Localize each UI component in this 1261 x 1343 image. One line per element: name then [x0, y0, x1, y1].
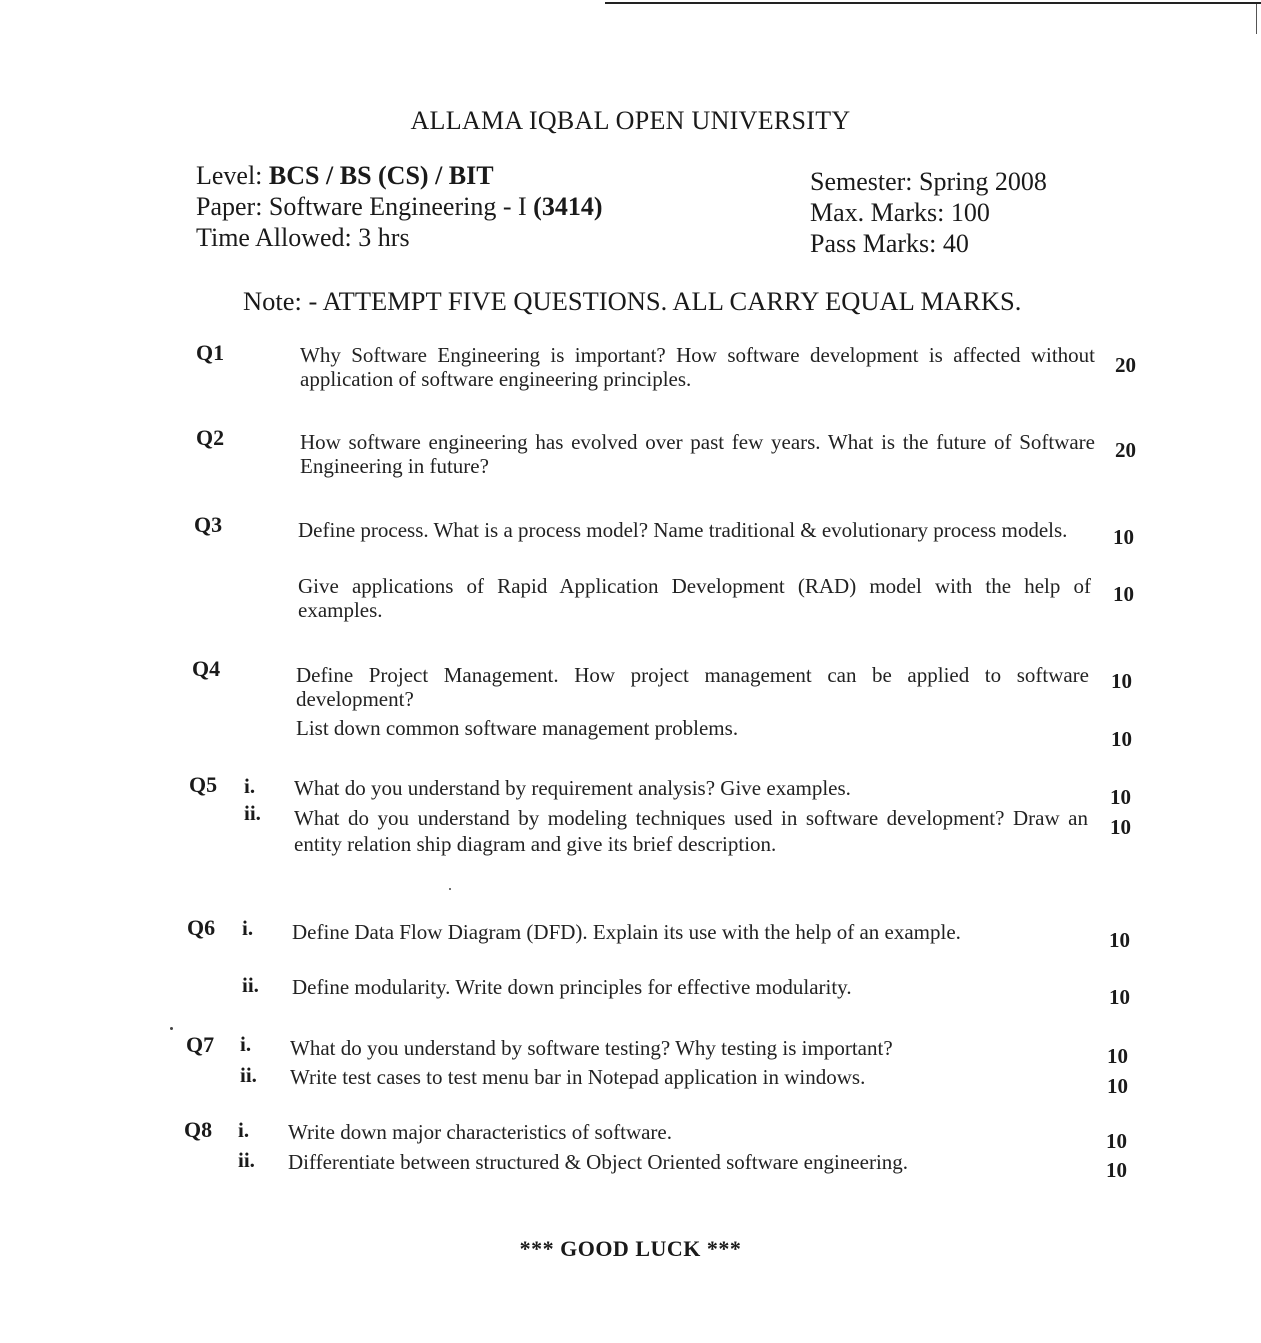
scan-speck	[449, 888, 451, 890]
question-text: Define modularity. Write down principles for effective modularity.	[292, 975, 852, 999]
question-marks: 10	[1109, 985, 1130, 1009]
question-marks: 20	[1115, 438, 1136, 462]
sub-question-label: ii.	[240, 1063, 257, 1087]
question-text: Define process. What is a process model? Name traditional & evolutionary process models.	[298, 518, 1068, 542]
question-number: Q6	[187, 915, 216, 940]
top-border-line	[605, 2, 1261, 4]
question-number: Q7	[186, 1032, 215, 1057]
question-number: Q1	[196, 340, 225, 365]
paper-meta-right	[810, 166, 1047, 259]
sub-question-label: i.	[244, 774, 256, 798]
question-text: What do you understand by modeling techniques used in software development? Draw an entity relation ship diagram and give its brief description.	[294, 806, 1088, 856]
question-marks: 10	[1111, 727, 1132, 751]
paper-label: Paper: Software Engineering - I	[196, 192, 534, 221]
question-marks: 10	[1106, 1158, 1127, 1182]
sub-question-label: ii.	[242, 973, 259, 997]
sub-question-label: i.	[240, 1032, 252, 1056]
question-text: Give applications of Rapid Application Development (RAD) model with the help of examples.	[298, 574, 1091, 622]
question-marks: 10	[1110, 815, 1131, 839]
sub-question-label: ii.	[238, 1148, 255, 1172]
question-number: Q4	[192, 656, 221, 681]
question-text: Define Data Flow Diagram (DFD). Explain its use with the help of an example.	[292, 920, 961, 944]
question-marks: 10	[1110, 785, 1131, 809]
question-marks: 20	[1115, 353, 1136, 377]
university-title: ALLAMA IQBAL OPEN UNIVERSITY	[410, 106, 851, 135]
footer-good-luck: *** GOOD LUCK ***	[519, 1236, 742, 1261]
question-marks: 10	[1109, 928, 1130, 952]
question-marks: 10	[1107, 1074, 1128, 1098]
question-marks: 10	[1111, 669, 1132, 693]
max-marks: Max. Marks: 100	[810, 198, 990, 227]
paper-line	[196, 191, 603, 222]
question-text: How software engineering has evolved over past few years. What is the future of Software Engineering in future?	[300, 430, 1095, 478]
question-text: Differentiate between structured & Object Oriented software engineering.	[288, 1150, 909, 1174]
question-text: Why Software Engineering is important? How software development is affected without application of software engineering principles.	[300, 343, 1095, 391]
question-marks: 10	[1113, 582, 1134, 606]
instructions-note: Note: - ATTEMPT FIVE QUESTIONS. ALL CARRY EQUAL MARKS.	[243, 286, 1022, 316]
time-allowed: Time Allowed: 3 hrs	[196, 223, 410, 252]
question-number: Q3	[194, 512, 223, 537]
scan-speck	[170, 1027, 173, 1030]
paper-code: (3414)	[533, 192, 603, 221]
paper-meta-left	[196, 160, 603, 253]
question-text: Define Project Management. How project management can be applied to software development?	[296, 663, 1089, 711]
sub-question-label: i.	[242, 916, 254, 940]
question-number: Q8	[184, 1117, 213, 1142]
level-line	[196, 160, 603, 191]
question-text: List down common software management problems.	[296, 716, 739, 740]
scan-edge-mark	[1256, 4, 1257, 34]
semester: Semester: Spring 2008	[810, 167, 1047, 196]
question-number: Q5	[189, 772, 218, 797]
question-text: Write down major characteristics of software.	[288, 1120, 672, 1144]
question-marks: 10	[1113, 525, 1134, 549]
question-text: What do you understand by software testing? Why testing is important?	[290, 1036, 893, 1060]
question-marks: 10	[1106, 1129, 1127, 1153]
question-text: What do you understand by requirement analysis? Give examples.	[294, 776, 851, 800]
question-text: Write test cases to test menu bar in Notepad application in windows.	[290, 1065, 866, 1089]
pass-marks: Pass Marks: 40	[810, 229, 969, 258]
level-value: BCS / BS (CS) / BIT	[268, 161, 494, 190]
sub-question-label: ii.	[244, 801, 261, 825]
question-marks: 10	[1107, 1044, 1128, 1068]
level-label: Level:	[196, 161, 269, 190]
sub-question-label: i.	[238, 1118, 250, 1142]
question-number: Q2	[196, 425, 225, 450]
